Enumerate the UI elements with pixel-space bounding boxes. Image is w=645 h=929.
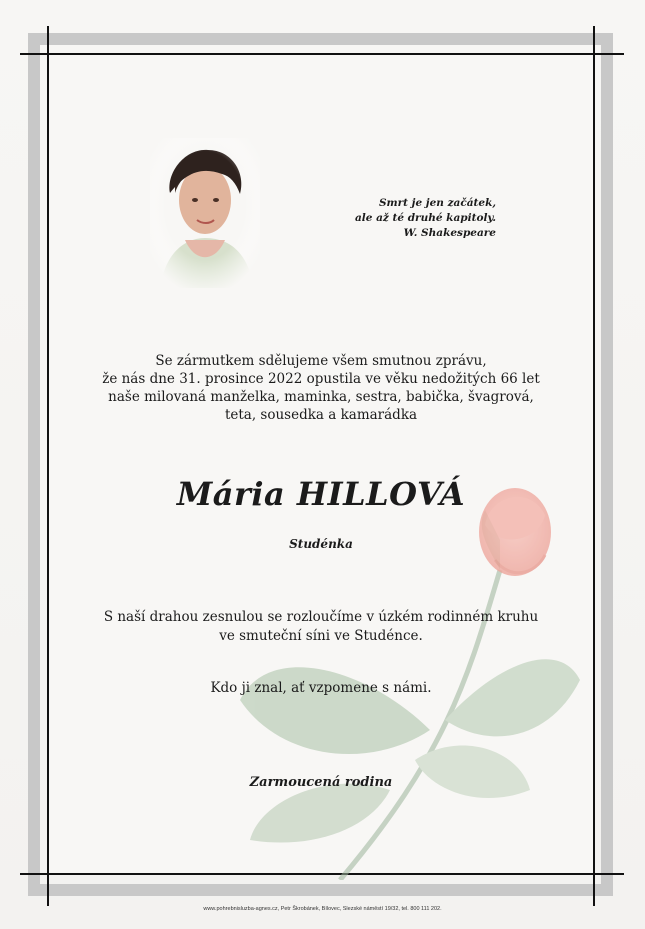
frame-band-bottom	[28, 884, 613, 896]
announcement-line-3: naše milovaná manželka, maminka, sestra, babička, švagrová,	[108, 389, 534, 405]
frame-band-left	[28, 33, 40, 896]
quote-line-1: Smrt je jen začátek,	[378, 197, 496, 209]
quote-author: W. Shakespeare	[403, 227, 496, 239]
farewell-line-2: ve smuteční síni ve Studénce.	[219, 628, 423, 644]
announcement-line-1: Se zármutkem sdělujeme všem smutnou zprávu,	[155, 353, 487, 369]
rose-icon	[200, 470, 600, 880]
announcement-text	[49, 352, 593, 424]
frame-line-left	[47, 26, 49, 906]
funeral-service-footer: www.pohrebnisluzba-agnes.cz, Petr Škrobánek, Bílovec, Slezské náměstí 19/32, tel. 800 111 202.	[203, 906, 442, 912]
quote-block	[330, 196, 496, 241]
announcement-line-4: teta, sousedka a kamarádka	[224, 407, 418, 423]
quote-line-2: ale až té druhé kapitoly.	[354, 212, 496, 224]
farewell-line-1: S naší drahou zesnulou se rozloučíme v úzkém rodinném kruhu	[103, 609, 539, 625]
deceased-place: Studénka	[289, 537, 353, 551]
remember-text: Kdo ji znal, ať vzpomene s námi.	[210, 680, 432, 696]
frame-band-right	[601, 33, 613, 896]
frame-line-top	[20, 53, 624, 55]
frame-band-top	[28, 33, 613, 45]
portrait-photo-icon	[150, 138, 260, 288]
family-signature: Zarmoucená rodina	[249, 775, 393, 790]
deceased-name: Mária HILLOVÁ	[176, 475, 466, 513]
farewell-text	[49, 608, 593, 646]
announcement-line-2: že nás dne 31. prosince 2022 opustila ve věku nedožitých 66 let	[102, 371, 540, 387]
